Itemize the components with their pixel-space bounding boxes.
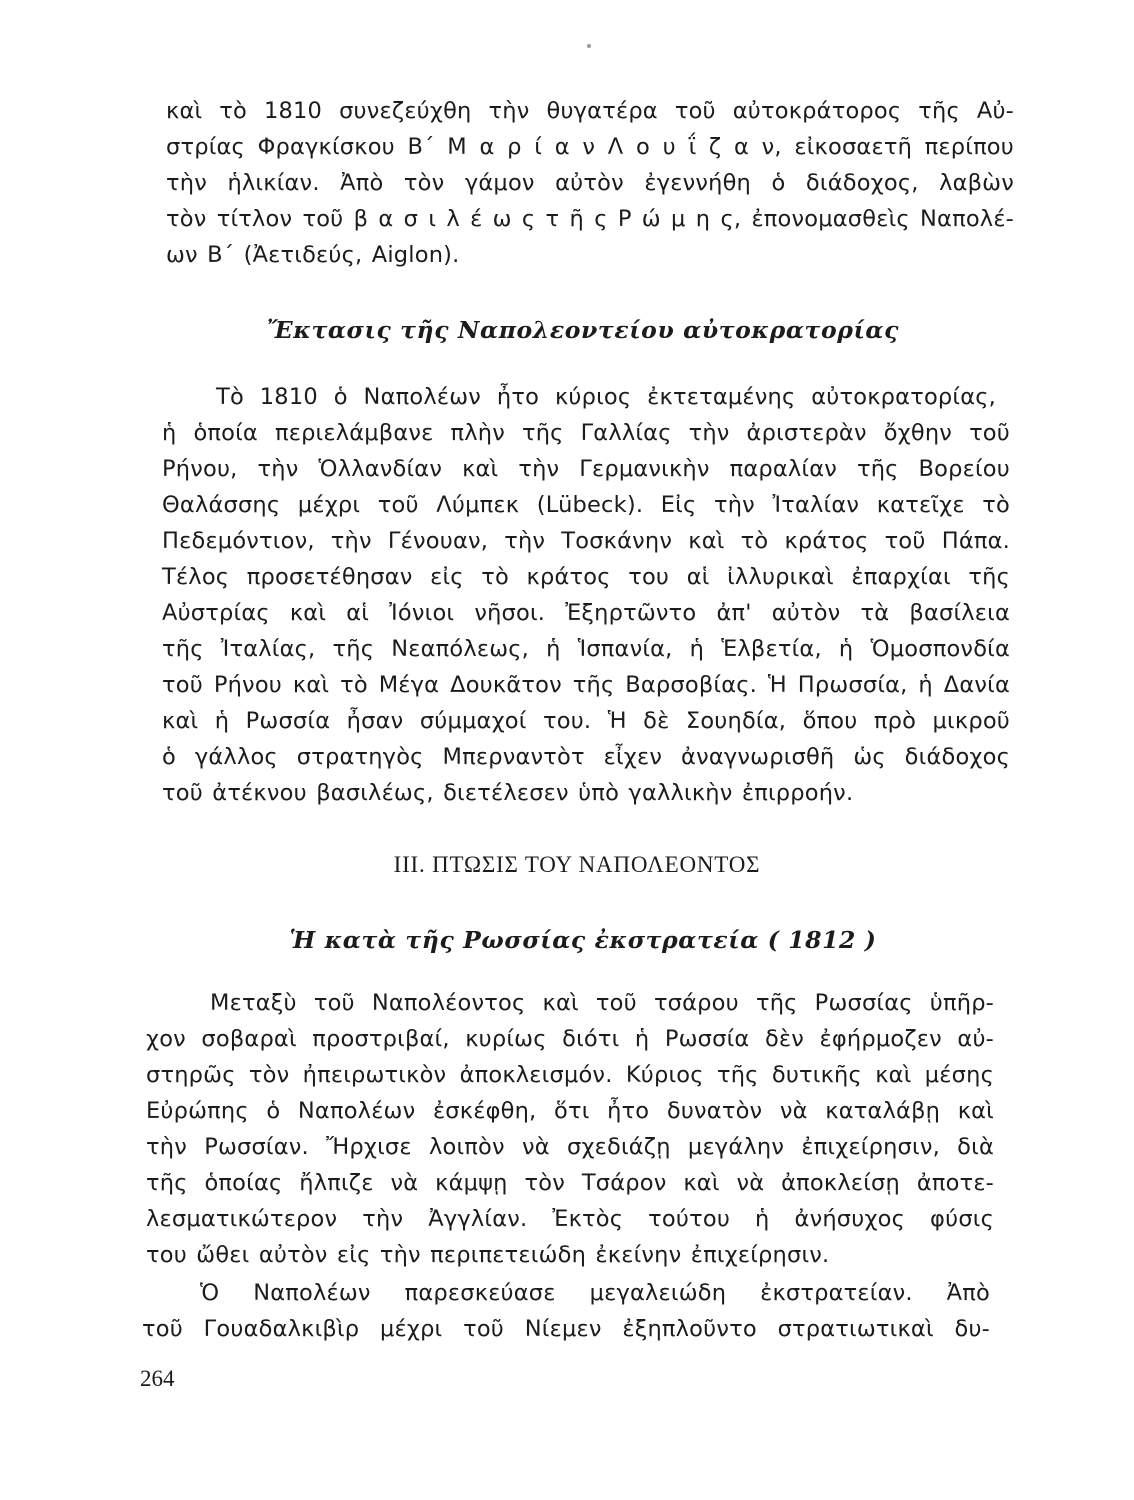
- paragraph-1-line-2: στρίας Φραγκίσκου Β΄ Μ α ρ ί α ν Λ ο υ ΐ ζ α ν, εἰκοσαετῆ περίπου: [166, 134, 1014, 160]
- paragraph-2-line-11: ὁ γάλλος στρατηγὸς Μπερναντὸτ εἶχεν ἀναγνωρισθῆ ὡς διάδοχος: [162, 744, 1010, 770]
- paragraph-2-line-1: Τὸ 1810 ὁ Ναπολέων ἦτο κύριος ἐκτεταμένης αὐτοκρατορίας,: [216, 384, 996, 410]
- paragraph-4-line-2: τοῦ Γουαδαλκιβὶρ μέχρι τοῦ Νίεμεν ἐξηπλοῦντο στρατιωτικαὶ δυ-: [142, 1316, 990, 1342]
- paragraph-2-line-12: τοῦ ἀτέκνου βασιλέως, διετέλεσεν ὑπὸ γαλλικὴν ἐπιρροήν.: [162, 780, 854, 806]
- paragraph-2-line-5: Πεδεμόντιον, τὴν Γένουαν, τὴν Τοσκάνην καὶ τὸ κράτος τοῦ Πάπα.: [162, 528, 1010, 554]
- paragraph-1-line-5: ων Β΄ (Ἀετιδεύς, Aiglon).: [166, 242, 460, 268]
- paragraph-3-line-6: τῆς ὁποίας ἤλπιζε νὰ κάμψῃ τὸν Τσάρον καὶ νὰ ἀποκλείσῃ ἀποτε-: [146, 1170, 994, 1196]
- paragraph-3-line-5: τὴν Ρωσσίαν. Ἤρχισε λοιπὸν νὰ σχεδιάζῃ μεγάλην ἐπιχείρησιν, διὰ: [146, 1134, 994, 1160]
- paragraph-1-line-3: τὴν ἡλικίαν. Ἀπὸ τὸν γάμον αὐτὸν ἐγεννήθη ὁ διάδοχος, λαβὼν: [166, 170, 1014, 196]
- paragraph-3-line-3: στηρῶς τὸν ἠπειρωτικὸν ἀποκλεισμόν. Κύριος τῆς δυτικῆς καὶ μέσης: [146, 1062, 994, 1088]
- paragraph-2-line-10: καὶ ἡ Ρωσσία ἦσαν σύμμαχοί του. Ἡ δὲ Σουηδία, ὅπου πρὸ μικροῦ: [162, 708, 1010, 734]
- print-speck: [587, 44, 591, 48]
- paragraph-2-line-7: Αὐστρίας καὶ αἱ Ἰόνιοι νῆσοι. Ἐξηρτῶντο ἀπ' αὐτὸν τὰ βασίλεια: [162, 600, 1010, 626]
- paragraph-3-line-2: χον σοβαραὶ προστριβαί, κυρίως διότι ἡ Ρωσσία δὲν ἐφήρμοζεν αὐ-: [146, 1026, 994, 1052]
- paragraph-3-line-7: λεσματικώτερον τὴν Ἀγγλίαν. Ἐκτὸς τούτου ἡ ἀνήσυχος φύσις: [146, 1206, 994, 1232]
- paragraph-3-line-8: του ὤθει αὐτὸν εἰς τὴν περιπετειώδη ἐκείνην ἐπιχείρησιν.: [146, 1242, 830, 1268]
- paragraph-2-line-3: Ρήνου, τὴν Ὁλλανδίαν καὶ τὴν Γερμανικὴν παραλίαν τῆς Βορείου: [162, 456, 1010, 482]
- paragraph-3-line-1: Μεταξὺ τοῦ Ναπολέοντος καὶ τοῦ τσάρου τῆς Ρωσσίας ὑπῆρ-: [210, 990, 994, 1016]
- section-heading-russia-campaign: Ἡ κατὰ τῆς Ρωσσίας ἐκστρατεία ( 1812 ): [289, 926, 877, 954]
- paragraph-4-line-1: Ὁ Ναπολέων παρεσκεύασε μεγαλειώδη ἐκστρατείαν. Ἀπὸ: [200, 1280, 990, 1306]
- paragraph-2-line-4: Θαλάσσης μέχρι τοῦ Λύμπεκ (Lübeck). Εἰς τὴν Ἰταλίαν κατεῖχε τὸ: [162, 492, 1010, 518]
- paragraph-2-line-6: Τέλος προσετέθησαν εἰς τὸ κράτος του αἱ ἰλλυρικαὶ ἐπαρχίαι τῆς: [162, 564, 1010, 590]
- paragraph-2-line-2: ἡ ὁποία περιελάμβανε πλὴν τῆς Γαλλίας τὴν ἀριστερὰν ὄχθην τοῦ: [162, 420, 1010, 446]
- section-heading-empire-extent: Ἔκτασις τῆς Ναπολεοντείου αὐτοκρατορίας: [266, 316, 900, 344]
- page-number: 264: [140, 1366, 175, 1391]
- paragraph-3-line-4: Εὐρώπης ὁ Ναπολέων ἐσκέφθη, ὅτι ἦτο δυνατὸν νὰ καταλάβῃ καὶ: [146, 1098, 994, 1124]
- paragraph-2-line-8: τῆς Ἰταλίας, τῆς Νεαπόλεως, ἡ Ἱσπανία, ἡ Ἑλβετία, ἡ Ὁμοσπονδία: [162, 636, 1010, 662]
- chapter-heading: ΙΙΙ. ΠΤΩΣΙΣ ΤΟΥ ΝΑΠΟΛΕΟΝΤΟΣ: [393, 852, 761, 877]
- paragraph-2-line-9: τοῦ Ρήνου καὶ τὸ Μέγα Δουκᾶτον τῆς Βαρσοβίας. Ἡ Πρωσσία, ἡ Δανία: [162, 672, 1010, 698]
- paragraph-1-line-4: τὸν τίτλον τοῦ β α σ ι λ έ ω ς τ ῆ ς Ρ ώ μ η ς, ἐπονομασθεὶς Ναπολέ-: [166, 206, 1014, 232]
- paragraph-1-line-1: καὶ τὸ 1810 συνεζεύχθη τὴν θυγατέρα τοῦ αὐτοκράτορος τῆς Αὐ-: [166, 98, 1014, 124]
